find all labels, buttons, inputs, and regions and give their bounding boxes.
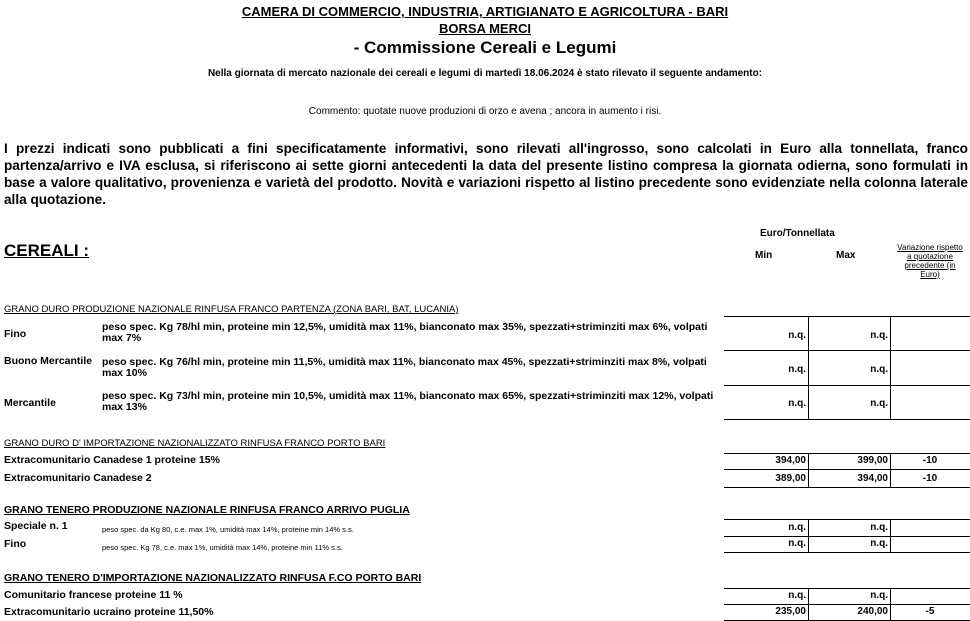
min-value: 389,00 <box>775 473 806 484</box>
chamber-title: CAMERA DI COMMERCIO, INDUSTRIA, ARTIGIANATO E AGRICOLTURA - BARI <box>241 4 729 19</box>
min-value: n.q. <box>788 590 806 601</box>
group-title: GRANO DURO PRODUZIONE NAZIONALE RINFUSA FRANCO PARTENZA (ZONA BARI, BAT, LUCANIA) <box>4 304 459 315</box>
group-title: GRANO DURO D' IMPORTAZIONE NAZIONALIZZATO RINFUSA FRANCO PORTO BARI <box>4 438 386 449</box>
unit-header: Euro/Tonnellata <box>760 228 835 239</box>
max-value: n.q. <box>870 538 888 549</box>
max-value: 394,00 <box>857 473 888 484</box>
max-value: n.q. <box>870 522 888 533</box>
row-label: Fino <box>4 538 27 550</box>
max-value: n.q. <box>870 590 888 601</box>
market-comment: Commento: quotate nuove produzioni di orzo e avena ; ancora in aumento i risi. <box>308 106 662 117</box>
variation-value: -10 <box>922 455 938 466</box>
row-label: Extracomunitario ucraino proteine 11,50% <box>4 606 214 618</box>
row-description: peso spec. da Kg 80, c.e. max 1%, umidità max 14%, proteine min 14% s.s. <box>102 525 354 534</box>
min-value: n.q. <box>788 522 806 533</box>
max-value: n.q. <box>870 364 888 375</box>
min-value: 394,00 <box>775 455 806 466</box>
min-value: 235,00 <box>775 606 806 617</box>
max-value: n.q. <box>870 398 888 409</box>
variation-value: -5 <box>925 606 935 617</box>
group-title: GRANO TENERO D'IMPORTAZIONE NAZIONALIZZATO RINFUSA F.CO PORTO BARI <box>4 572 422 584</box>
exchange-title: BORSA MERCI <box>439 21 531 36</box>
row-label: Fino <box>4 328 27 340</box>
variation-value: -10 <box>922 473 938 484</box>
row-label: Speciale n. 1 <box>4 520 68 532</box>
row-label: Buono Mercantile <box>4 355 93 367</box>
min-value: n.q. <box>788 398 806 409</box>
min-value: n.q. <box>788 364 806 375</box>
row-label: Mercantile <box>4 397 56 409</box>
row-label: Extracomunitario Canadese 2 <box>4 472 152 484</box>
max-value: n.q. <box>870 330 888 341</box>
variation-header: Variazione rispetto a quotazione precedente (in Euro) <box>897 243 963 279</box>
row-description: peso spec. Kg 73/hl min, proteine min 10,5%, umidità max 11%, bianconato max 65%, spezzati+striminziti max 12%, volpati max 13% <box>102 390 714 413</box>
intro-paragraph: I prezzi indicati sono pubblicati a fini specificatamente informativi, sono rilevati all'ingrosso, sono calcolati in Euro alla tonnellata, franco partenza/arrivo e IVA esclusa, si riferiscono ai sette giorni antecedenti la data del presente listino compresa la giornata odierna, sono formulati in base a valore qualitativo, provenienza e varietà del prodotto. Novità e variazioni rispetto al listino precedente sono evidenziate nella colonna laterale alla quotazione. <box>4 141 968 207</box>
min-header: Min <box>755 250 773 261</box>
row-label: Comunitario francese proteine 11 % <box>4 589 183 601</box>
section-title-cereali: CEREALI : <box>4 241 89 260</box>
group-title: GRANO TENERO PRODUZIONE NAZIONALE RINFUSA FRANCO ARRIVO PUGLIA <box>4 504 410 516</box>
min-value: n.q. <box>788 538 806 549</box>
row-description: peso spec. Kg 76/hl min, proteine min 11,5%, umidità max 11%, bianconato max 45%, spezzati+striminziti max 8%, volpati max 10% <box>102 356 707 379</box>
row-label: Extracomunitario Canadese 1 proteine 15% <box>4 454 220 466</box>
min-value: n.q. <box>788 330 806 341</box>
max-value: 399,00 <box>857 455 888 466</box>
row-description: peso spec. Kg 78, c.e. max 1%, umidità max 14%, proteine min 11% s.s. <box>102 543 343 552</box>
max-value: 240,00 <box>857 606 888 617</box>
commission-title: - Commissione Cereali e Legumi <box>353 38 617 57</box>
row-description: peso spec. Kg 78/hl min, proteine min 12,5%, umidità max 11%, bianconato max 35%, spezzati+striminziti max 6%, volpati max 7% <box>102 321 708 344</box>
market-day-line: Nella giornata di mercato nazionale dei cereali e legumi di martedì 18.06.2024 è stato rilevato il seguente andamento: <box>207 68 763 79</box>
max-header: Max <box>836 250 856 261</box>
